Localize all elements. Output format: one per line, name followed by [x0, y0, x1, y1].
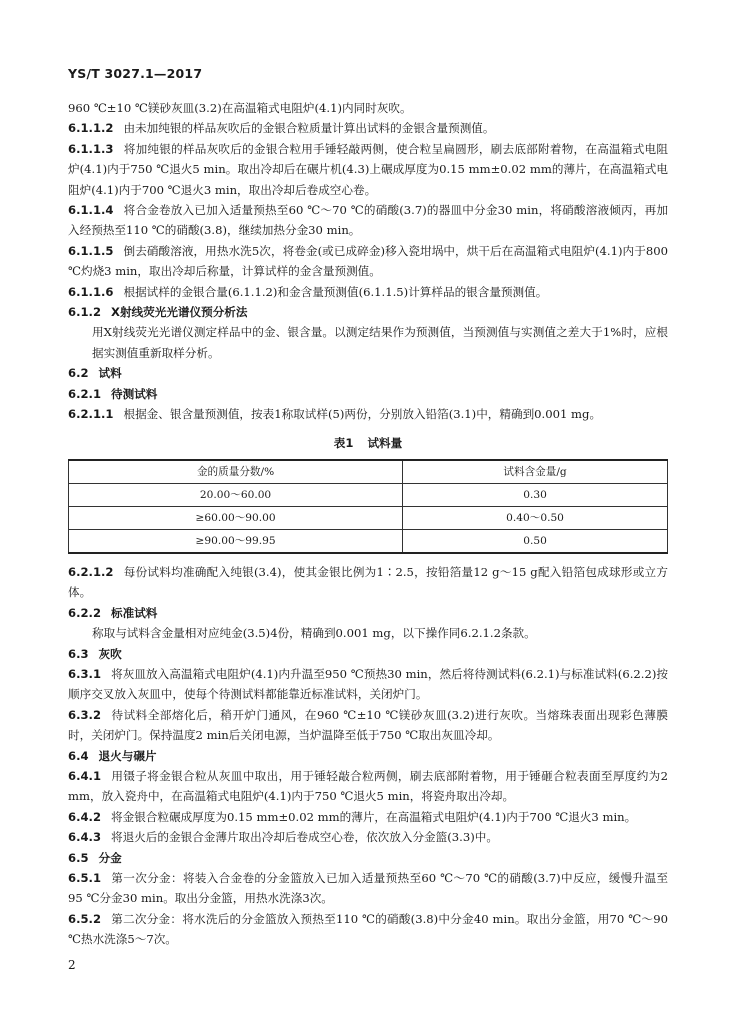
- table-cell: 0.40～0.50: [403, 506, 668, 529]
- section-heading-text: 灰吹: [98, 646, 122, 661]
- standard-code: YS/T 3027.1—2017: [68, 66, 203, 81]
- clause-number: 6.1.1.3: [68, 141, 114, 156]
- paragraph-text: 将加纯银的样品灰吹后的金银合粒用手锤轻敲两侧，使合粒呈扁圆形，刷去底部附着物，在高温箱式电阻炉(4.1)内于750 ℃退火5 min。取出冷却后在碾片机(4.3)上碾成厚度为0.15 mm±0.02 mm的薄片，在高温箱式电阻炉(4.1)内于700 ℃退火3 min，取出冷却后卷成空心卷。: [68, 141, 668, 197]
- paragraph-text: 根据试样的金银合量(6.1.1.2)和金含量预测值(6.1.1.5)计算样品的银含量预测值。: [123, 284, 548, 299]
- table-row: [69, 483, 668, 506]
- paragraph: [68, 241, 668, 282]
- section-heading-text: 退火与碾片: [98, 748, 157, 763]
- paragraph-text: 称取与试料含金量相对应纯金(3.5)4份，精确到0.001 mg，以下操作同6.2.1.2条款。: [92, 626, 536, 641]
- paragraph-text: 每份试料均准确配入纯银(3.4)，使其金银比例为1∶2.5，按铅箔量12 g～15 g配入铅箔包成球形或立方体。: [68, 564, 668, 600]
- paragraph-text: 将退火后的金银合金薄片取出冷却后卷成空心卷，依次放入分金篮(3.3)中。: [111, 830, 498, 845]
- clause-number: 6.5.2: [68, 911, 102, 926]
- table-cell: 20.00～60.00: [69, 483, 403, 506]
- section-heading-text: 标准试料: [111, 605, 158, 620]
- paragraph: [68, 664, 668, 705]
- clause-number: 6.1.1.2: [68, 121, 114, 136]
- sample-amount-table: [68, 459, 668, 554]
- paragraph: [68, 807, 668, 827]
- paragraph: [68, 322, 668, 363]
- table-cell: ≥90.00～99.95: [69, 529, 403, 553]
- paragraph-text: 待试料全部熔化后，稍开炉门通风，在960 ℃±10 ℃镁砂灰皿(3.2)进行灰吹。当熔珠表面出现彩色薄膜时，关闭炉门。保持温度2 min后关闭电源，当炉温降至低于750 ℃取出灰皿冷却。: [68, 707, 668, 743]
- clause-number: 6.2.2: [68, 605, 102, 620]
- paragraph: [68, 909, 668, 950]
- paragraph: [68, 139, 668, 200]
- clause-number: 6.2.1.2: [68, 564, 114, 579]
- table-caption: 表1 试料量: [333, 435, 403, 450]
- table-row: [69, 529, 668, 553]
- clause-number: 6.4.1: [68, 768, 102, 783]
- paragraph-text: 由未加纯银的样品灰吹后的金银合粒质量计算出试料的金银含量预测值。: [123, 121, 495, 136]
- clause-number: 6.2.1: [68, 386, 102, 401]
- clause-number: 6.2.1.1: [68, 407, 114, 422]
- section-heading-text: X射线荧光光谱仪预分析法: [111, 305, 248, 320]
- table-row: [69, 506, 668, 529]
- paragraph-text: 第二次分金：将水洗后的分金篮放入预热至110 ℃的硝酸(3.8)中分金40 min。取出分金篮，用70 ℃～90 ℃热水洗涤5～7次。: [68, 911, 668, 947]
- clause-number: 6.1.1.5: [68, 243, 114, 258]
- paragraph: [68, 766, 668, 807]
- paragraph-text: 将灰皿放入高温箱式电阻炉(4.1)内升温至950 ℃预热30 min，然后将待测试料(6.2.1)与标准试料(6.2.2)按顺序交叉放入灰皿中，使每个待测试料都能靠近标准试料，关闭炉门。: [68, 666, 668, 702]
- section-part-1: [68, 98, 668, 425]
- paragraph-text: 960 ℃±10 ℃镁砂灰皿(3.2)在高温箱式电阻炉(4.1)内同时灰吹。: [68, 101, 412, 115]
- clause-number: 6.4: [68, 748, 89, 763]
- paragraph: [68, 98, 668, 118]
- section-heading: [68, 746, 668, 766]
- clause-number: 6.4.3: [68, 830, 102, 845]
- paragraph-text: 倒去硝酸溶液，用热水洗5次，将卷金(或已成碎金)移入瓷坩埚中，烘干后在高温箱式电阻炉(4.1)内于800 ℃灼烧3 min，取出冷却后称量，计算试样的金含量预测值。: [68, 243, 668, 279]
- document-body: [68, 98, 668, 950]
- paragraph: [68, 118, 668, 138]
- table-header-cell: 金的质量分数/%: [69, 460, 403, 484]
- clause-number: 6.1.1.4: [68, 203, 114, 218]
- paragraph-text: 第一次分金：将装入合金卷的分金篮放入已加入适量预热至60 ℃～70 ℃的硝酸(3.7)中反应，缓慢升温至95 ℃分金30 min。取出分金篮，用热水洗涤3次。: [68, 871, 668, 906]
- section-heading: [68, 848, 668, 868]
- table-cell: 0.30: [403, 483, 668, 506]
- paragraph: [68, 200, 668, 241]
- section-heading-text: 试料: [98, 366, 122, 381]
- paragraph-text: 用镊子将金银合粒从灰皿中取出，用于锤轻敲合粒两侧，刷去底部附着物，用于锤砸合粒表面至厚度约为2 mm，放入瓷舟中，在高温箱式电阻炉(4.1)内于750 ℃退火5 min，将瓷舟取出冷却。: [68, 768, 668, 804]
- section-heading: [68, 363, 668, 383]
- clause-number: 6.4.2: [68, 809, 102, 824]
- paragraph: [68, 404, 668, 424]
- paragraph-text: 根据金、银含量预测值，按表1称取试样(5)两份，分别放入铅箔(3.1)中，精确到0.001 mg。: [123, 407, 602, 422]
- clause-number: 6.1.1.6: [68, 284, 114, 299]
- clause-number: 6.3.1: [68, 666, 102, 681]
- table-header-row: [69, 460, 668, 484]
- table-header-cell: 试料含金量/g: [403, 460, 668, 484]
- paragraph: [68, 827, 668, 847]
- table-cell: ≥60.00～90.00: [69, 506, 403, 529]
- paragraph-text: 用X射线荧光光谱仪测定样品中的金、银含量。以测定结果作为预测值，当预测值与实测值之差大于1%时，应根据实测值重新取样分析。: [92, 325, 668, 360]
- section-heading: [68, 603, 668, 623]
- paragraph: [68, 868, 668, 909]
- section-heading: [68, 302, 668, 322]
- table-cell: 0.50: [403, 529, 668, 553]
- paragraph: [68, 705, 668, 746]
- section-heading: [68, 644, 668, 664]
- section-heading: [68, 384, 668, 404]
- clause-number: 6.5.1: [68, 871, 102, 885]
- clause-number: 6.3.2: [68, 707, 102, 722]
- paragraph-text: 将合金卷放入已加入适量预热至60 ℃～70 ℃的硝酸(3.7)的器皿中分金30 min，将硝酸溶液倾丙，再加入经预热至110 ℃的硝酸(3.8)，继续加热分金30 min。: [68, 203, 668, 238]
- section-heading-text: 待测试料: [111, 386, 158, 401]
- section-part-2: [68, 562, 668, 950]
- section-heading-text: 分金: [98, 850, 122, 865]
- page-number: 2: [68, 958, 76, 972]
- clause-number: 6.3: [68, 646, 89, 661]
- paragraph-text: 将金银合粒碾成厚度为0.15 mm±0.02 mm的薄片，在高温箱式电阻炉(4.1)内于700 ℃退火3 min。: [111, 809, 637, 824]
- paragraph: [68, 562, 668, 603]
- paragraph: [68, 623, 668, 643]
- clause-number: 6.2: [68, 366, 89, 381]
- clause-number: 6.1.2: [68, 305, 102, 320]
- clause-number: 6.5: [68, 850, 89, 865]
- paragraph: [68, 282, 668, 302]
